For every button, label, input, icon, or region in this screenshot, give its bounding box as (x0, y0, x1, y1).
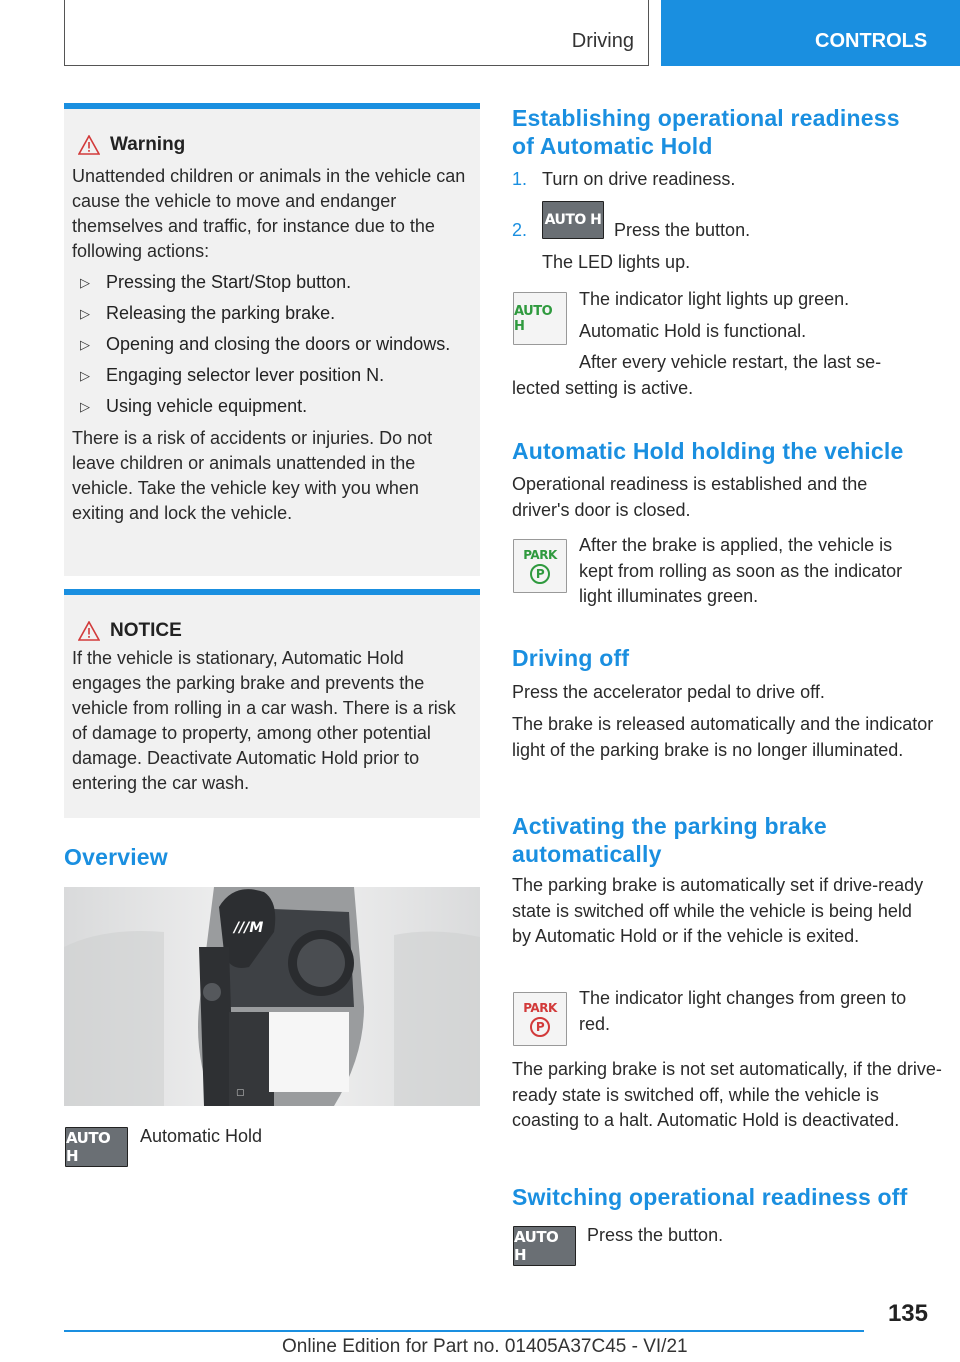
warning-triangle-icon (70, 135, 110, 155)
triangle-bullet-icon: ▷ (80, 306, 90, 321)
holding-indicator-text: After the brake is applied, the vehicle is kept from rolling as soon as the indicator light illuminates green. (579, 535, 903, 606)
auto-h-button-icon: AUTO H (513, 1226, 576, 1266)
indicator-green-text: The indicator light lights up green. (579, 289, 850, 309)
holding-heading: Automatic Hold holding the vehicle (512, 438, 904, 464)
footer-divider (64, 1330, 864, 1332)
warning-title-row (70, 134, 480, 156)
page-number: 135 (887, 1300, 928, 1327)
restart-text-line2: lected setting is active. (512, 378, 694, 398)
park-green-indicator-icon: PARK P (513, 539, 567, 593)
step-1-text: Turn on drive readiness. (542, 169, 736, 189)
list-item: ▷ Engaging selector lever position N. (72, 363, 472, 388)
chapter-tab[interactable] (661, 0, 960, 66)
driving-off-heading: Driving off (512, 645, 630, 671)
center-console-photo (64, 887, 480, 1106)
warning-outro: There is a risk of accidents or injuries. Do not leave children or animals unattended in the vehicle. Take the vehicle key with you when exiting and lock the vehicle. (72, 428, 433, 523)
notice-text: If the vehicle is stationary, Automatic Hold engages the parking brake and prevents the vehicle from rolling in a car wash. There is a risk of damage to property, among other potential damage. Deactivate Automatic Hold prior to entering the car wash. (72, 648, 456, 793)
list-item: ▷ Using vehicle equipment. (72, 394, 472, 419)
establishing-heading: Establishing operational readiness of Automatic Hold (512, 105, 900, 159)
warning-intro: Unattended children or animals in the vehicle can cause the vehicle to move and endanger themselves and traffic, for instance due to the following actions: (72, 166, 466, 261)
chapter-tab-label: CONTROLS (815, 30, 928, 52)
notice-title: NOTICE (110, 620, 182, 641)
list-item: ▷ Opening and closing the doors or windows. (72, 332, 472, 357)
activating-p2: The parking brake is not set automatically, if the drive-ready state is switched off, while the vehicle is coasting to a halt. Automatic Hold is deactivated. (512, 1059, 942, 1130)
step-2-text: Press the button. (614, 220, 751, 240)
triangle-bullet-icon: ▷ (80, 399, 90, 414)
triangle-bullet-icon: ▷ (80, 337, 90, 352)
triangle-bullet-icon: ▷ (80, 368, 90, 383)
functional-text: Automatic Hold is functional. (579, 321, 807, 341)
list-item: ▷ Releasing the parking brake. (72, 301, 472, 326)
step-number: 1. (512, 169, 528, 189)
svg-text:///M: ///M (234, 920, 264, 936)
notice-title-row (70, 620, 480, 642)
led-text: The LED lights up. (542, 252, 691, 272)
footer-edition: Online Edition for Part no. 01405A37C45 - VI/21 (282, 1336, 688, 1357)
overview-caption: Automatic Hold (140, 1126, 263, 1146)
warning-list (64, 270, 480, 419)
auto-h-button-icon: AUTO H (542, 201, 604, 239)
holding-text: Operational readiness is established and the driver's door is closed. (512, 474, 868, 520)
restart-text-line1: After every vehicle restart, the last se- (579, 352, 882, 372)
triangle-bullet-icon: ▷ (80, 275, 90, 290)
svg-text:▢: ▢ (236, 1088, 245, 1098)
park-red-indicator-icon: PARK P (513, 992, 567, 1046)
header-frame (64, 0, 649, 66)
switching-heading: Switching operational readiness off (512, 1184, 908, 1210)
warning-title: Warning (110, 134, 186, 155)
auto-h-indicator-icon: AUTO H (513, 292, 567, 345)
driving-off-p2: The brake is released automatically and the indicator light of the parking brake is no longer illuminated. (512, 714, 934, 760)
switching-text: Press the button. (587, 1225, 724, 1245)
list-item: ▷ Pressing the Start/Stop button. (72, 270, 472, 295)
overview-heading: Overview (64, 844, 168, 870)
notice-box (64, 589, 480, 818)
activating-p1: The parking brake is automatically set if drive-ready state is switched off while the vehicle is being held by Automatic Hold or if the vehicle is exited. (512, 875, 924, 946)
auto-h-button-icon: AUTO H (65, 1127, 128, 1167)
driving-off-p1: Press the accelerator pedal to drive off. (512, 682, 825, 702)
notice-triangle-icon (70, 621, 110, 641)
warning-box (64, 103, 480, 576)
activating-heading: Activating the parking brake automatically (512, 813, 827, 867)
step-number: 2. (512, 220, 528, 240)
activating-indicator-text: The indicator light changes from green to red. (579, 988, 907, 1034)
section-title: Driving (571, 30, 634, 52)
